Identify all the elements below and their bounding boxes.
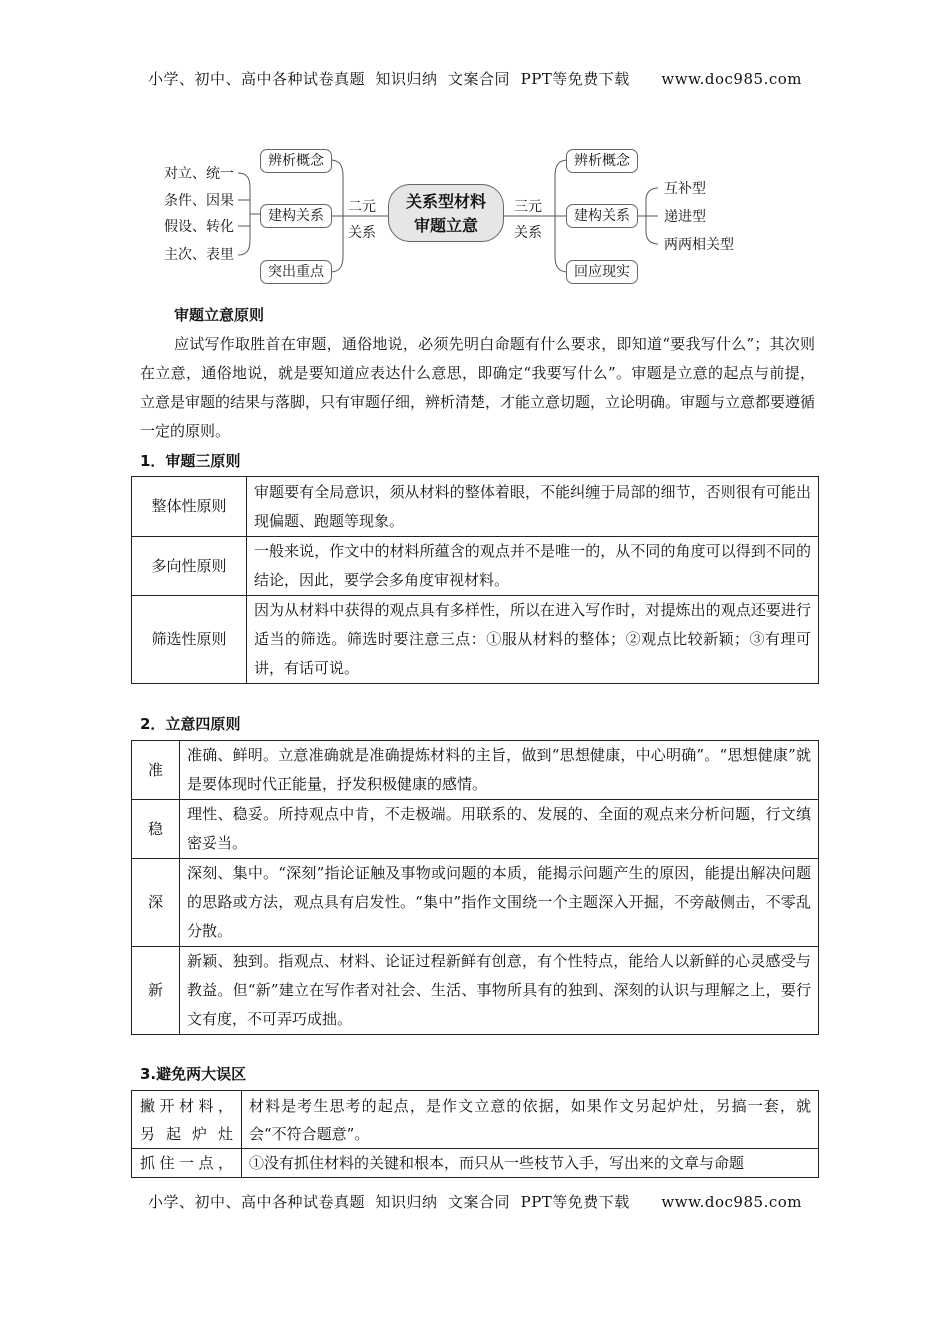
row-text: 准确、鲜明。立意准确就是准确提炼材料的主旨，做到“思想健康，中心明确”。“思想健康”就是要体现时代正能量，抒发积极健康的感情。 — [180, 741, 819, 800]
mind-map — [150, 138, 790, 290]
table-row — [132, 477, 819, 537]
section1-title: 1．审题三原则 — [140, 452, 241, 470]
left-box: 建构关系 — [260, 204, 332, 228]
left-item: 条件、因果 — [164, 193, 234, 209]
left-item: 主次、表里 — [164, 247, 234, 263]
section3-table — [131, 1090, 819, 1178]
right-item: 互补型 — [664, 181, 706, 197]
left-box: 突出重点 — [260, 260, 332, 284]
table-row — [132, 1149, 819, 1178]
section3-title: 3.避免两大误区 — [140, 1065, 247, 1083]
row-text: 因为从材料中获得的观点具有多样性，所以在进入写作时，对提炼出的观点还要进行适当的筛选。筛选时要注意三点：①服从材料的整体；②观点比较新颖；③有理可讲，有话可说。 — [247, 596, 819, 684]
row-name — [132, 1091, 242, 1149]
row-text: 一般来说，作文中的材料所蕴含的观点并不是唯一的，从不同的角度可以得到不同的结论，因此，要学会多角度审视材料。 — [247, 537, 819, 596]
section2-title: 2．立意四原则 — [140, 715, 241, 733]
row-name: 深 — [132, 859, 180, 947]
left-box: 辨析概念 — [260, 149, 332, 173]
row-text: 审题要有全局意识，须从材料的整体着眼，不能纠缠于局部的细节，否则很有可能出现偏题、跑题等现象。 — [247, 477, 819, 537]
right-item: 递进型 — [664, 209, 706, 225]
table-row — [132, 859, 819, 947]
row-text: 新颖、独到。指观点、材料、论证过程新鲜有创意，有个性特点，能给人以新鲜的心灵感受与教益。但“新”建立在写作者对社会、生活、事物所具有的独到、深刻的认识与理解之上，要行文有度，不可弄巧成拙。 — [180, 947, 819, 1035]
left-item: 假设、转化 — [164, 219, 234, 235]
right-box: 辨析概念 — [566, 149, 638, 173]
right-item: 两两相关型 — [664, 237, 734, 253]
right-relation-line2: 关系 — [514, 225, 542, 241]
row-name: 稳 — [132, 800, 180, 859]
table-row — [132, 741, 819, 800]
table-row — [132, 1091, 819, 1149]
left-item: 对立、统一 — [164, 166, 234, 182]
principle-title: 审题立意原则 — [174, 306, 265, 324]
row-name: 新 — [132, 947, 180, 1035]
row-name — [132, 1149, 242, 1178]
row-text: 材料是考生思考的起点，是作文立意的依据，如果作文另起炉灶，另搞一套，就会“不符合题意”。 — [242, 1091, 819, 1149]
page-header: 小学、初中、高中各种试卷真题 知识归纳 文案合同 PPT等免费下载 www.doc985.com — [147, 70, 802, 88]
section2-table — [131, 740, 819, 1035]
row-name: 准 — [132, 741, 180, 800]
table-row — [132, 947, 819, 1035]
intro-paragraph: 应试写作取胜首在审题，通俗地说，必须先明白命题有什么要求，即知道“要我写什么”；其次则在立意，通俗地说，就是要知道应表达什么意思，即确定“我要写什么”。审题是立意的起点与前提，立意是审题的结果与落脚，只有审题仔细，辨析清楚，才能立意切题，立论明确。审题与立意都要遵循一定的原则。 — [140, 335, 816, 440]
row-text: ①没有抓住材料的关键和根本，而只从一些枝节入手，写出来的文章与命题 — [242, 1149, 819, 1178]
section1-table — [131, 476, 819, 684]
table-row — [132, 800, 819, 859]
page-footer: 小学、初中、高中各种试卷真题 知识归纳 文案合同 PPT等免费下载 www.doc985.com — [147, 1193, 802, 1211]
center-node — [388, 184, 504, 242]
left-relation-line2: 关系 — [348, 225, 376, 241]
row-name: 多向性原则 — [132, 537, 247, 596]
row-text: 深刻、集中。“深刻”指论证触及事物或问题的本质，能揭示问题产生的原因，能提出解决问题的思路或方法，观点具有启发性。“集中”指作文围绕一个主题深入开掘，不旁敲侧击，不零乱分散。 — [180, 859, 819, 947]
right-relation-line1: 三元 — [514, 199, 542, 215]
center-line2: 审题立意 — [413, 216, 478, 235]
row-name: 整体性原则 — [132, 477, 247, 537]
row-name-line2: 另起炉灶 — [140, 1124, 233, 1143]
row-name-line1: 抓住一点， — [140, 1154, 233, 1172]
table-row — [132, 537, 819, 596]
right-box: 回应现实 — [566, 260, 638, 284]
center-line1: 关系型材料 — [405, 192, 486, 211]
row-name-line1: 撇开材料， — [140, 1096, 233, 1115]
table-row — [132, 596, 819, 684]
row-text: 理性、稳妥。所持观点中肯，不走极端。用联系的、发展的、全面的观点来分析问题，行文缜密妥当。 — [180, 800, 819, 859]
right-box: 建构关系 — [566, 204, 638, 228]
left-relation-line1: 二元 — [348, 199, 376, 215]
row-name: 筛选性原则 — [132, 596, 247, 684]
